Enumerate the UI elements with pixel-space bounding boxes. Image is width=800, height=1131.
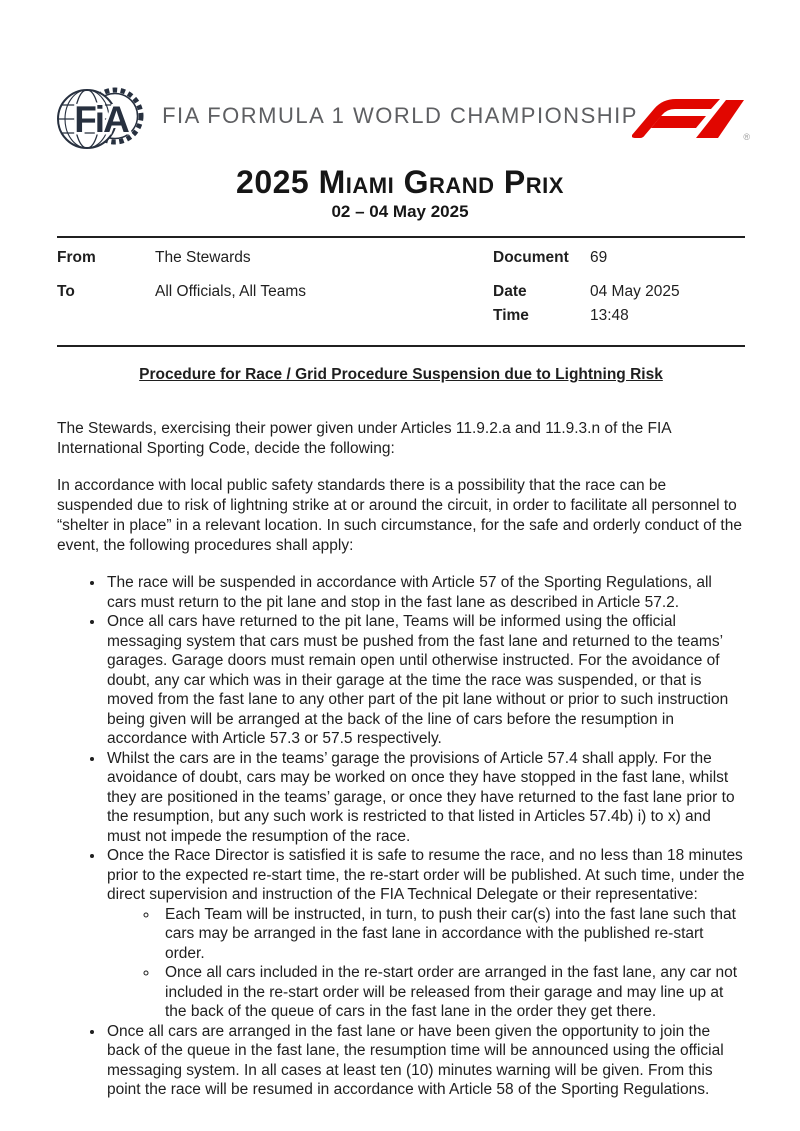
from-label: From	[57, 249, 96, 266]
to-value: All Officials, All Teams	[155, 283, 307, 300]
bullet-item: • Whilst the cars are in the teams’ garage the provisions of Article 57.4 shall apply. For the avoidance of doubt, cars may be worked on once they have stopped in the fast lane, whilst they are positioned in the teams’ garage, or once they have returned to the fast lane prior to the resumption, but any such work is restricted to that listed in Articles 57.4b) i) to x) and must not impede the resumption of the race.	[105, 749, 745, 847]
to-label: To	[57, 283, 75, 300]
f1-logo-icon	[632, 98, 744, 146]
bullet-item: • The race will be suspended in accordance with Article 57 of the Sporting Regulations, all cars must return to the pit lane and stop in the fast lane as described in Article 57.2.	[105, 573, 745, 612]
sub-bullet-item: ◦ Once all cars included in the re-start order are arranged in the fast lane, any car not included in the re-start order will be released from their garage and may line up at the back of the queue of cars in the fast lane in the order they get there.	[159, 963, 745, 1022]
fia-logo-text: FiA	[74, 99, 128, 140]
bullet-item: • Once the Race Director is satisfied it is safe to resume the race, and no less than 18 minutes prior to the expected re-start time, the re-start order will be published. At such time, under the direct supervision and instruction of the FIA Technical Delegate or their representative: ◦ Each Team will be instructed, in turn, to push their car(s) into the fast lane such that cars may be arranged in the fast lane in accordance with the published re-start order. ◦ Once all cars included in the re-start order are arranged in the fast lane, any car not included in the re-start order will be released from their garage and may line up at the back of the queue of cars in the fast lane in the order they get there.	[105, 846, 745, 1022]
date-label: Date	[493, 283, 527, 300]
meta-row-time	[57, 306, 745, 326]
sub-bullet-item: ◦ Each Team will be instructed, in turn, to push their car(s) into the fast lane such that cars may be arranged in the fast lane in accordance with the published re-start order.	[159, 905, 745, 964]
document-subject: Procedure for Race / Grid Procedure Suspension due to Lightning Risk	[139, 366, 663, 383]
from-value: The Stewards	[155, 249, 251, 266]
procedure-list	[57, 573, 745, 1100]
meta-table	[57, 238, 745, 345]
date-value: 04 May 2025	[590, 283, 680, 300]
context-paragraph: In accordance with local public safety standards there is a possibility that the race can be suspended due to risk of lightning strike at or around the circuit, in order to facilitate all personnel to “shelter in place” in a relevant location. In such circumstance, for the safe and orderly conduct of the event, the following procedures shall apply:	[57, 477, 742, 554]
registered-trademark-icon: ®	[743, 132, 750, 142]
event-dates: 02 – 04 May 2025	[331, 202, 469, 221]
sub-bullet-list	[107, 905, 745, 1022]
event-title: 2025 Miami Grand Prix	[236, 164, 564, 200]
intro-paragraph: The Stewards, exercising their power given under Articles 11.9.2.a and 11.9.3.n of the FIA International Sporting Code, decide the following:	[57, 420, 671, 457]
bullet-item: • Once all cars are arranged in the fast lane or have been given the opportunity to join the back of the queue in the fast lane, the resumption time will be announced using the official messaging system. In all cases at least ten (10) minutes warning will be given. From this point the race will be resumed in accordance with Article 58 of the Sporting Regulations.	[105, 1022, 745, 1100]
time-label: Time	[493, 307, 529, 324]
divider-bottom	[57, 345, 745, 347]
time-value: 13:48	[590, 307, 629, 324]
document-number: 69	[590, 249, 608, 266]
championship-title: FIA FORMULA 1 WORLD CHAMPIONSHIP	[162, 103, 638, 128]
meta-row-to-date	[57, 282, 745, 302]
bullet-item: • Once all cars have returned to the pit lane, Teams will be informed using the official messaging system that cars must be pushed from the fast lane and returned to the teams’ garages. Garage doors must remain open until otherwise instructed. For the avoidance of doubt, any car which was in their garage at the time the race was suspended, or that is moved from the fast lane to any other part of the pit lane without or prior to such instruction being given will be arranged at the back of the line of cars before the resumption in accordance with Article 57.3 or 57.5 respectively.	[105, 612, 745, 749]
document-label: Document	[493, 249, 569, 266]
meta-row-from-document	[57, 248, 745, 268]
